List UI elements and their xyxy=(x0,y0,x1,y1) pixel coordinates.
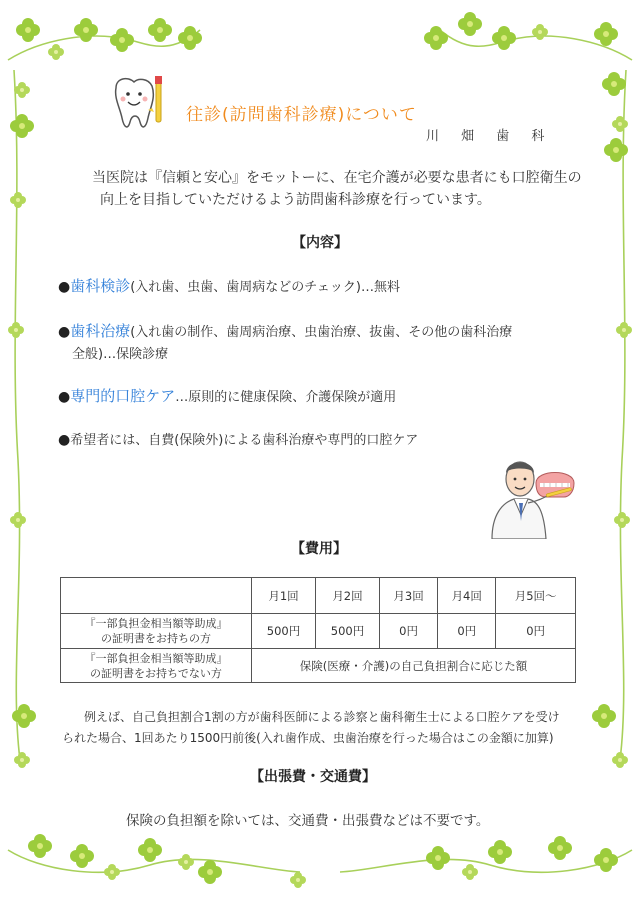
item-keyword: 歯科検診 xyxy=(70,277,131,295)
bullet-icon: ● xyxy=(58,432,71,448)
intro-paragraph xyxy=(92,167,582,211)
bullet-icon: ● xyxy=(58,389,71,405)
table-header-row xyxy=(61,578,576,614)
item-text: 希望者には、自費(保険外)による歯科治療や専門的口腔ケア xyxy=(70,433,419,448)
fee-cell: 0円 xyxy=(496,614,576,649)
fee-note xyxy=(62,707,582,749)
item-text-continued: 全般)…保険診療 xyxy=(72,347,169,362)
travel-heading: 【出張費・交通費】 xyxy=(250,769,376,785)
row-label-line: 『一部負担金相当額等助成』 xyxy=(84,651,228,665)
table-row xyxy=(61,614,576,649)
table-corner-cell xyxy=(61,578,252,614)
row-label-line: の証明書をお持ちでない方 xyxy=(90,666,222,680)
item-keyword: 歯科治療 xyxy=(70,322,131,340)
page-title: 往診(訪問歯科診療)について xyxy=(186,105,417,125)
intro-line-2: 向上を目指していただけるよう訪問歯科診療を行っています。 xyxy=(100,192,491,208)
bullet-icon: ● xyxy=(58,279,71,295)
intro-line-1: 当医院は『信頼と安心』をモットーに、在宅介護が必要な患者にも口腔衛生の xyxy=(92,170,582,186)
column-header: 月5回～ xyxy=(496,578,576,614)
row-label-line: 『一部負担金相当額等助成』 xyxy=(84,617,228,630)
content-item-self-pay xyxy=(58,429,578,452)
fee-note-line-2: られた場合、1回あたり1500円前後(入れ歯作成、虫歯治療を行った場合はこの金額に加算) xyxy=(62,731,554,745)
content-heading: 【内容】 xyxy=(292,235,348,251)
fee-cell: 0円 xyxy=(379,614,437,649)
fee-table xyxy=(60,577,576,683)
fee-cell: 500円 xyxy=(252,614,316,649)
item-text: (入れ歯、虫歯、歯周病などのチェック)…無料 xyxy=(130,280,400,295)
clinic-name: 川 畑 歯 科 xyxy=(426,129,554,144)
bullet-icon: ● xyxy=(58,324,71,340)
row-label xyxy=(61,614,252,649)
item-keyword: 専門的口腔ケア xyxy=(70,387,176,405)
column-header: 月2回 xyxy=(315,578,379,614)
fee-cell: 500円 xyxy=(315,614,379,649)
content-item-treatment xyxy=(58,320,578,366)
fee-cell-merged: 保険(医療・介護)の自己負担割合に応じた額 xyxy=(252,649,576,683)
item-text: (入れ歯の制作、歯周病治療、虫歯治療、抜歯、その他の歯科治療 xyxy=(130,325,513,340)
row-label xyxy=(61,649,252,683)
column-header: 月3回 xyxy=(379,578,437,614)
tooth-mascot-icon xyxy=(108,74,172,136)
fee-note-line-1: 例えば、自己負担割合1割の方が歯科医師による診察と歯科衛生士による口腔ケアを受け xyxy=(84,710,560,724)
content-item-checkup xyxy=(58,275,578,299)
table-row xyxy=(61,649,576,683)
column-header: 月1回 xyxy=(252,578,316,614)
travel-text: 保険の負担額を除いては、交通費・出張費などは不要です。 xyxy=(126,813,490,829)
item-text: …原則的に健康保険、介護保険が適用 xyxy=(175,390,397,405)
dentist-illustration-icon xyxy=(488,441,578,539)
row-label-line: の証明書をお持ちの方 xyxy=(101,632,211,645)
fee-heading: 【費用】 xyxy=(291,541,347,557)
fee-cell: 0円 xyxy=(438,614,496,649)
column-header: 月4回 xyxy=(438,578,496,614)
content-item-oral-care xyxy=(58,385,578,409)
